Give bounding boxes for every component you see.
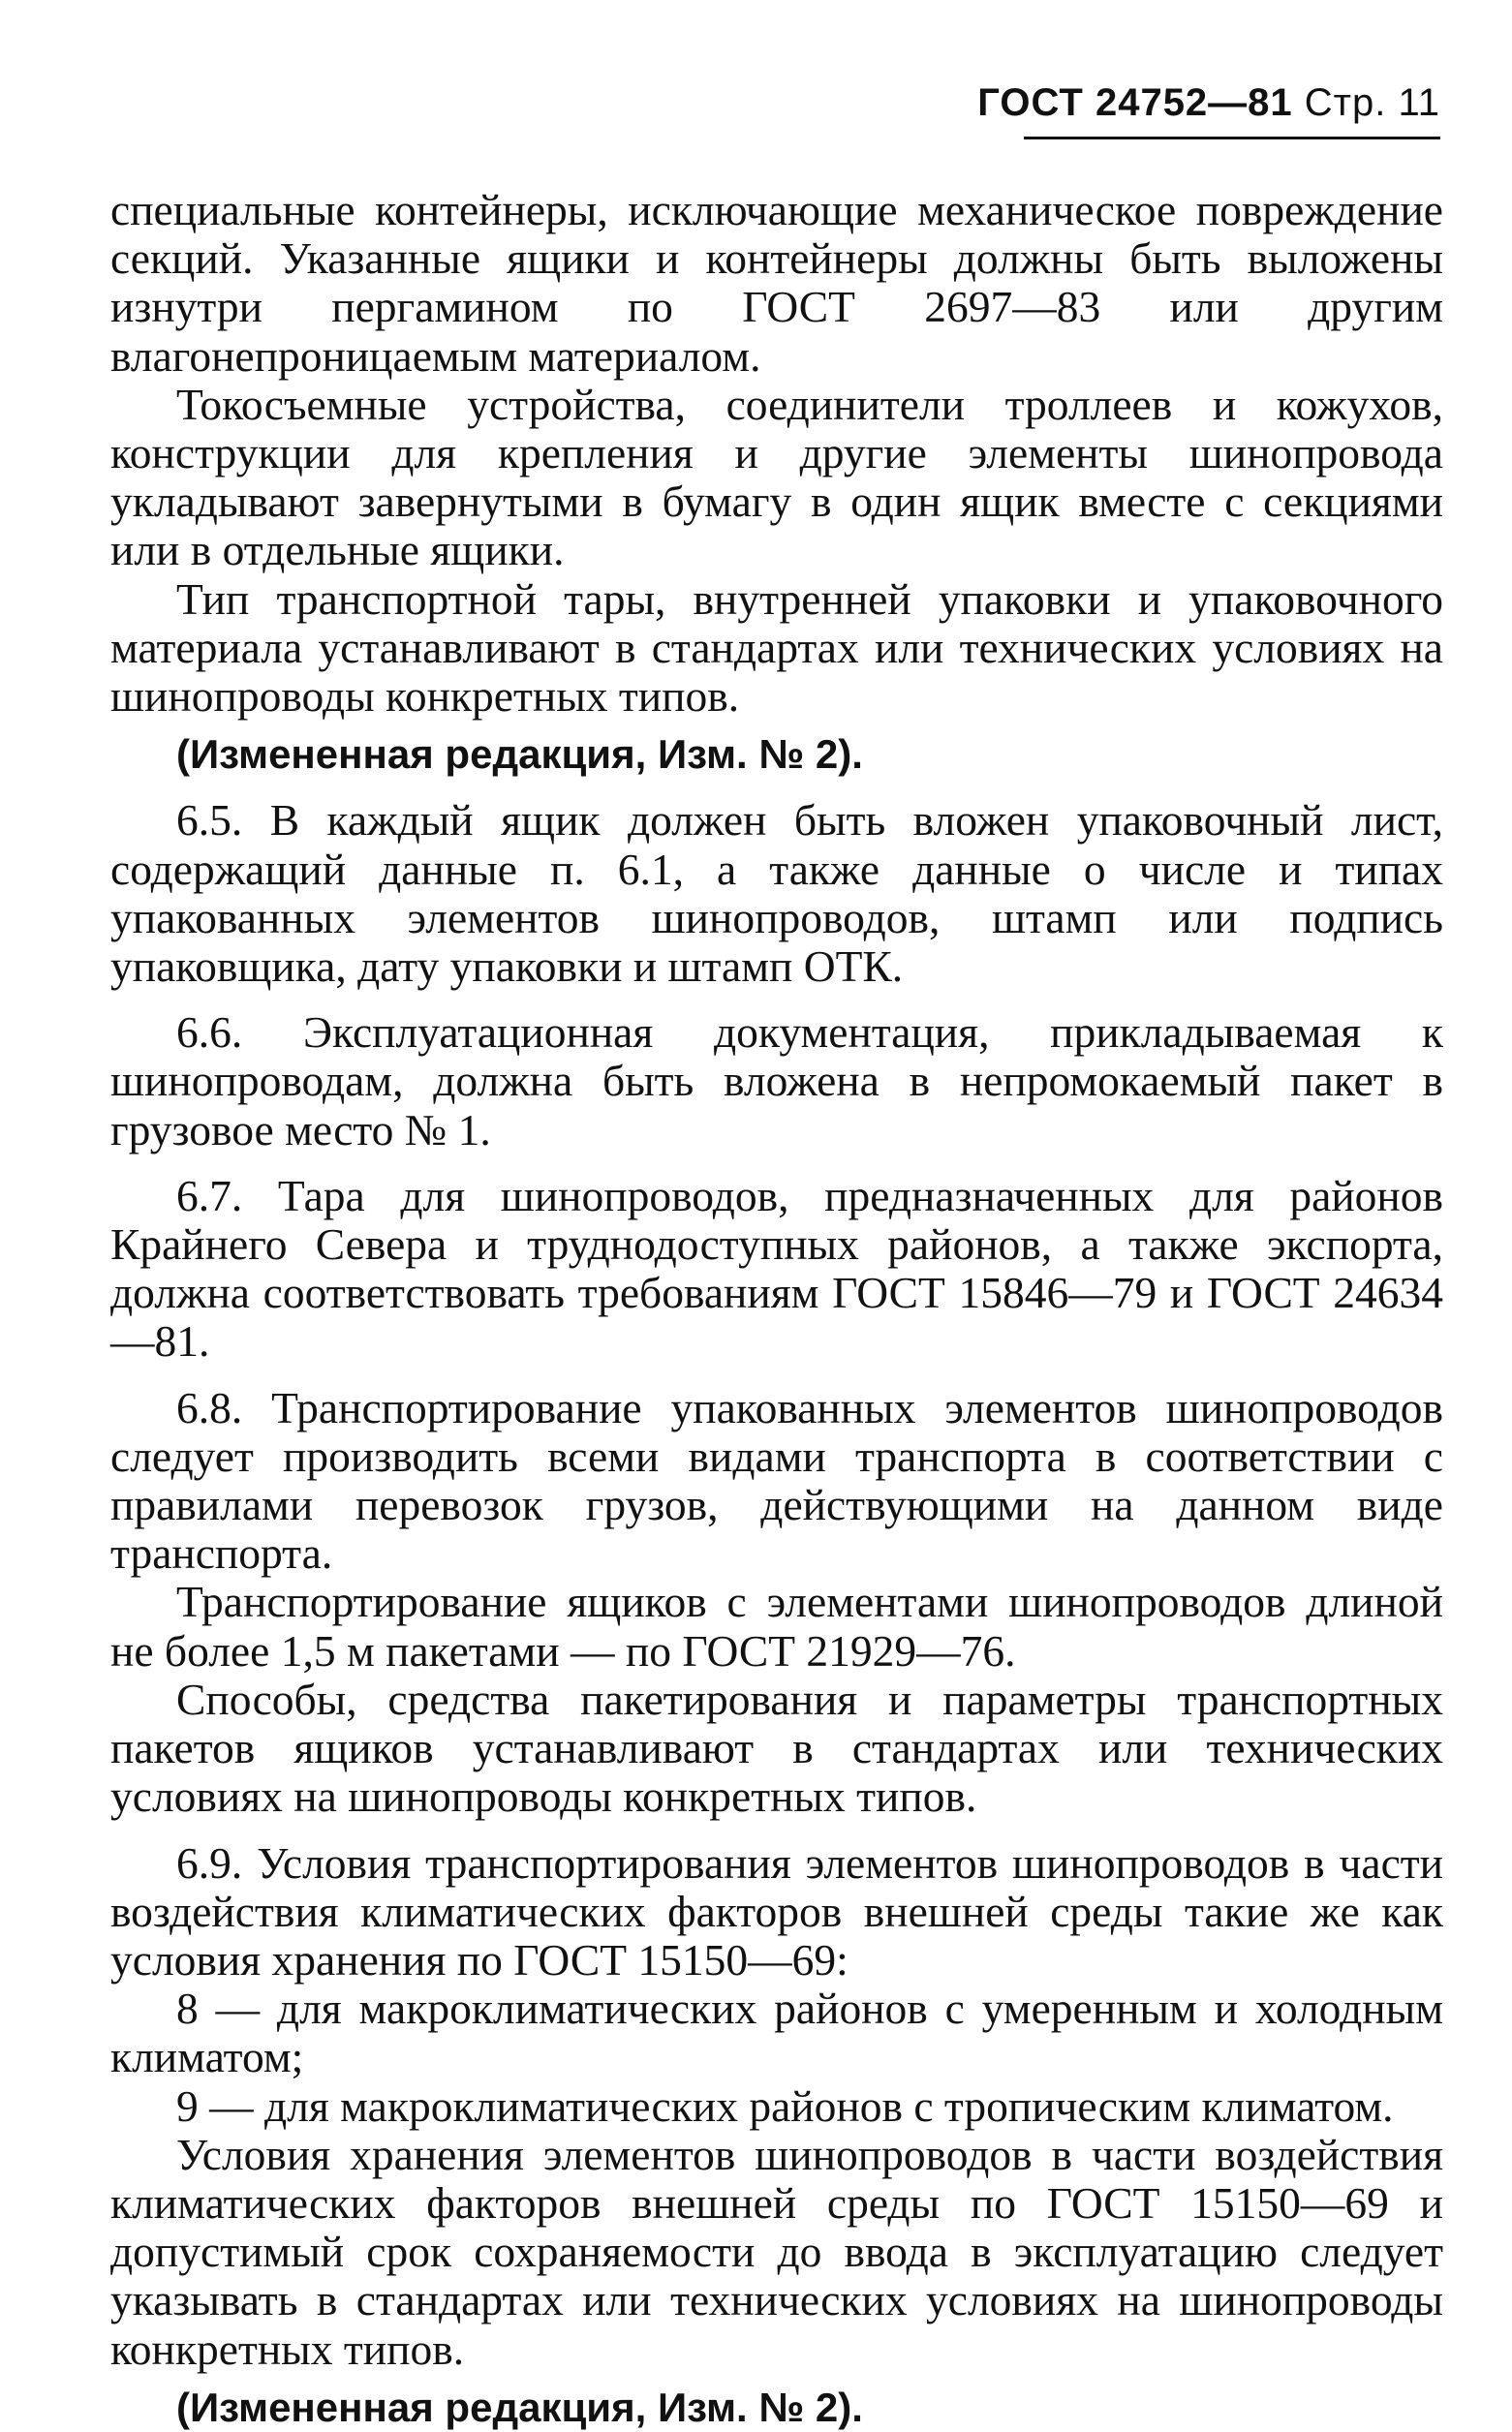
paragraph-condition-9	[110, 2082, 1443, 2131]
paragraph-text: Транспортирование упакованных элементов шинопроводов следует производить всеми видами транспорта в соответствии с правилами перевозок грузов, действующими на данном виде транспорта.	[110, 1382, 1443, 1579]
paragraph-text: 8 — для макроклиматических районов с умеренным и холодным климатом;	[110, 1984, 1443, 2082]
section-6-6	[110, 1008, 1443, 1154]
section-number: 6.7.	[176, 1170, 243, 1220]
paragraph-text: Тара для шинопроводов, предназначенных для районов Крайнего Севера и труднодоступных районов, а также экспорта, должна соответствовать требованиям ГОСТ 15846—79 и ГОСТ 24634—81.	[110, 1170, 1444, 1367]
paragraph-condition-8	[110, 1985, 1443, 2081]
paragraph-text: Эксплуатационная документация, прикладываемая к шинопроводам, должна быть вложена в непромокаемый пакет в грузовое место № 1.	[110, 1007, 1444, 1154]
paragraph-text: Способы, средства пакетирования и параметры транспортных пакетов ящиков устанавливают в стандартах или технических условиях на шинопроводы конкретных типов.	[110, 1674, 1443, 1822]
paragraph-current-collectors	[110, 381, 1443, 575]
paragraph-text: Транспортирование ящиков с элементами шинопроводов длиной не более 1,5 м пакетами — по ГОСТ 21929—76.	[110, 1577, 1443, 1676]
standard-designation: ГОСТ 24752—81	[977, 81, 1293, 124]
section-6-9	[110, 1839, 1443, 1986]
paragraph-text: Токосъемные устройства, соединители троллеев и кожухов, конструкции для крепления и другие элементы шинопровода укладывают завернутыми в бумагу в один ящик вместе с секциями или в отдельные ящики.	[110, 379, 1443, 575]
section-6-7	[110, 1172, 1443, 1367]
header-rule	[1024, 137, 1440, 139]
paragraph-text: В каждый ящик должен быть вложен упаковочный лист, содержащий данные п. 6.1, а также данные о числе и типах упакованных элементов шинопроводов, штамп или подпись упаковщика, дату упаковки и штамп ОТК.	[110, 795, 1444, 992]
section-6-8	[110, 1384, 1443, 1579]
body-text	[110, 186, 1443, 2432]
paragraph-text: 9 — для макроклиматических районов с тропическим климатом.	[176, 2080, 1394, 2131]
page-number: Стр. 11	[1304, 81, 1440, 124]
amendment-text: (Измененная редакция, Изм. № 2).	[176, 731, 863, 778]
amendment-note	[110, 730, 1443, 779]
paragraph-box-transport	[110, 1578, 1443, 1675]
paragraph-package-type	[110, 575, 1443, 722]
section-number: 6.8.	[176, 1382, 243, 1432]
section-number: 6.5.	[176, 795, 243, 846]
paragraph-packaging-containers	[110, 186, 1443, 381]
section-6-5	[110, 796, 1443, 991]
amendment-note	[110, 2384, 1443, 2432]
amendment-text: (Измененная редакция, Изм. № 2).	[176, 2384, 863, 2430]
paragraph-text: специальные контейнеры, исключающие механическое повреждение секций. Указанные ящики и контейнеры должны быть выложены изнутри пергамином по ГОСТ 2697—83 или другим влагонепроницаемым материалом.	[110, 185, 1443, 381]
section-number: 6.9.	[176, 1837, 243, 1888]
paragraph-text: Тип транспортной тары, внутренней упаковки и упаковочного материала устанавливают в стандартах или технических условиях на шинопроводы конкретных типов.	[110, 573, 1443, 722]
paragraph-text: Условия транспортирования элементов шинопроводов в части воздействия климатических факторов внешней среды такие же как условия хранения по ГОСТ 15150—69:	[110, 1837, 1443, 1985]
running-header	[977, 81, 1440, 125]
paragraph-packeting	[110, 1676, 1443, 1822]
paragraph-text: Условия хранения элементов шинопроводов в части воздействия климатических факторов внешней среды по ГОСТ 15150—69 и допустимый срок сохраняемости до ввода в эксплуатацию следует указывать в стандартах или технических условиях на шинопроводы конкретных типов.	[110, 2129, 1443, 2374]
section-number: 6.6.	[176, 1007, 243, 1058]
paragraph-storage-conditions	[110, 2131, 1443, 2374]
